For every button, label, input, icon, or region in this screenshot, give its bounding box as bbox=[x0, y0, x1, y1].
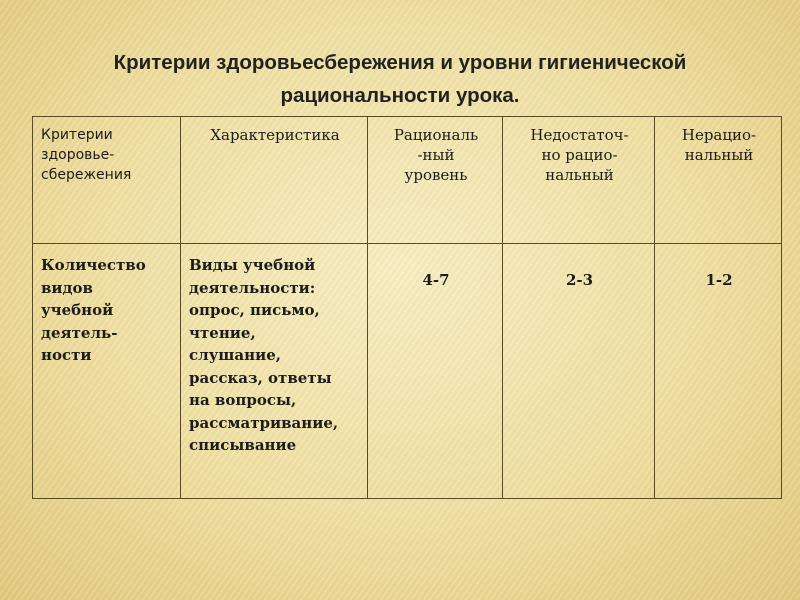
header-text: но рацио- bbox=[541, 146, 618, 164]
header-text: Критерии bbox=[41, 127, 113, 143]
header-characteristic bbox=[181, 117, 368, 244]
cell-rational-value: 4-7 bbox=[368, 244, 503, 499]
cell-text: видов bbox=[41, 278, 93, 297]
header-text: Рациональ bbox=[393, 126, 479, 144]
slide-title-line-1: Критерии здоровьесбережения и уровни гигиенической bbox=[113, 51, 687, 74]
header-insufficient bbox=[503, 117, 655, 244]
cell-text: учебной bbox=[41, 301, 114, 319]
cell-text: ности bbox=[41, 346, 92, 364]
cell-text: слушание, bbox=[189, 346, 282, 364]
cell-text: чтение, bbox=[189, 323, 256, 342]
header-text: уровень bbox=[404, 166, 468, 184]
cell-text: рассматривание, bbox=[189, 413, 339, 432]
cell-text: на вопросы, bbox=[189, 391, 297, 409]
slide-title-line-2: рациональности урока. bbox=[280, 84, 520, 107]
cell-text: деятель- bbox=[41, 323, 118, 342]
header-text: Недостаточ- bbox=[530, 126, 629, 144]
header-text: Характеристика bbox=[210, 126, 340, 144]
header-irrational bbox=[655, 117, 782, 244]
cell-text: Виды учебной bbox=[189, 256, 316, 274]
header-text: нальный bbox=[545, 166, 614, 184]
criteria-table bbox=[32, 116, 782, 499]
cell-text: списывание bbox=[189, 436, 297, 454]
slide-title bbox=[40, 46, 760, 112]
cell-insufficient-value: 2-3 bbox=[503, 244, 655, 499]
header-text: Нерацио- bbox=[681, 126, 757, 144]
header-text: нальный bbox=[684, 146, 754, 164]
table-header-row bbox=[33, 117, 782, 244]
cell-criterion bbox=[33, 244, 181, 499]
header-criteria bbox=[33, 117, 181, 244]
cell-text: опрос, письмо, bbox=[189, 301, 320, 319]
header-text: здоровье- bbox=[41, 147, 115, 163]
table-row bbox=[33, 244, 782, 499]
header-text: сбережения bbox=[41, 167, 132, 183]
header-rational bbox=[368, 117, 503, 244]
cell-text: рассказ, ответы bbox=[189, 368, 332, 387]
cell-text: деятельности: bbox=[189, 278, 316, 297]
cell-characteristic bbox=[181, 244, 368, 499]
header-text: -ный bbox=[417, 146, 455, 164]
cell-text: Количество bbox=[41, 256, 146, 274]
cell-irrational-value: 1-2 bbox=[655, 244, 782, 499]
